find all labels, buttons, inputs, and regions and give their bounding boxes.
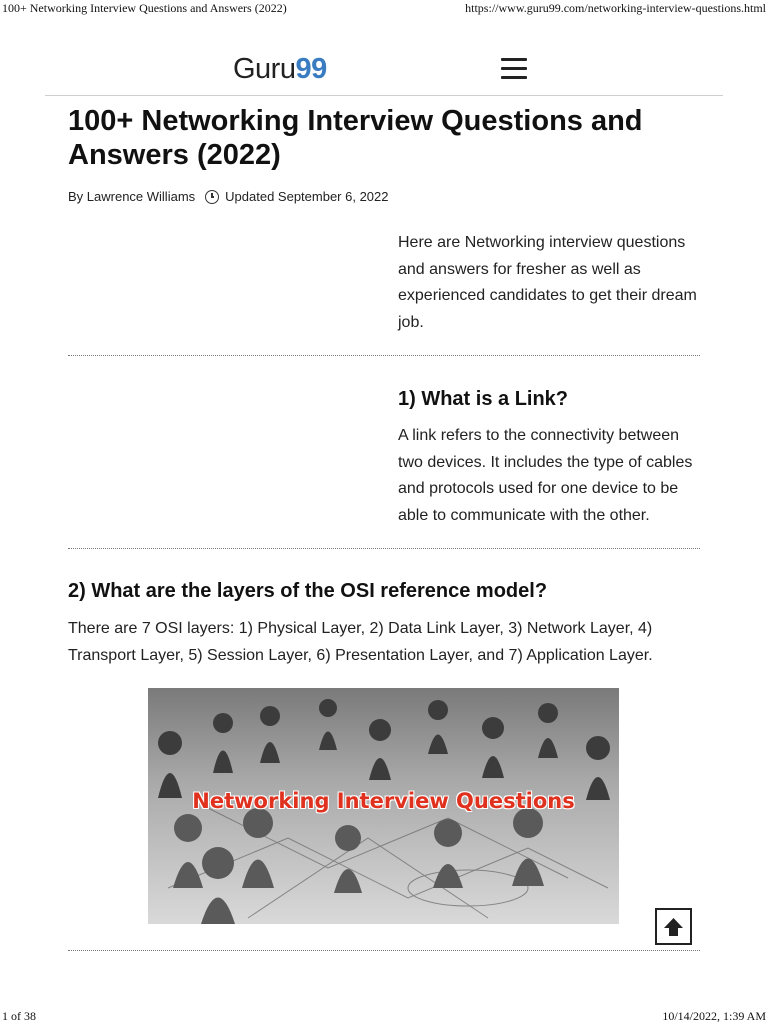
question-2-heading: 2) What are the layers of the OSI reference model? xyxy=(68,580,548,602)
print-header xyxy=(0,0,768,16)
question-1-answer: A link refers to the connectivity between two devices. It includes the type of cables and protocols used for one device to be able to communicate with the other. xyxy=(398,427,693,524)
author-link[interactable]: By Lawrence Williams xyxy=(68,189,196,204)
clock-icon xyxy=(205,190,219,204)
article-title: 100+ Networking Interview Questions and Answers (2022) xyxy=(68,105,643,171)
site-header xyxy=(45,50,723,96)
print-page-title: 100+ Networking Interview Questions and Answers (2022) xyxy=(2,1,287,15)
logo-text: Guru xyxy=(233,53,296,85)
arrow-up-icon xyxy=(657,910,690,943)
networking-figure xyxy=(148,688,619,924)
image-caption: Networking Interview Questions xyxy=(192,789,575,813)
divider xyxy=(68,548,700,549)
updated-date: Updated September 6, 2022 xyxy=(225,189,389,204)
print-footer xyxy=(0,1008,768,1024)
print-datetime: 10/14/2022, 1:39 AM xyxy=(662,1009,766,1023)
question-1-heading: 1) What is a Link? xyxy=(398,388,569,410)
divider xyxy=(68,355,700,356)
divider xyxy=(68,950,700,951)
logo-number: 99 xyxy=(295,53,327,85)
site-logo[interactable] xyxy=(233,53,327,86)
page-count: 1 of 38 xyxy=(2,1009,36,1023)
scroll-to-top-button[interactable] xyxy=(655,908,692,945)
question-2-answer: There are 7 OSI layers: 1) Physical Layer, 2) Data Link Layer, 3) Network Layer, 4) Transport Layer, 5) Session Layer, 6) Presentation Layer, and 7) Application Layer. xyxy=(68,620,653,664)
hamburger-menu-icon[interactable] xyxy=(501,58,527,80)
print-page-url: https://www.guru99.com/networking-interview-questions.html xyxy=(465,1,766,15)
article-byline xyxy=(68,189,389,204)
intro-paragraph: Here are Networking interview questions and answers for fresher as well as experienced candidates to get their dream job. xyxy=(398,234,697,331)
